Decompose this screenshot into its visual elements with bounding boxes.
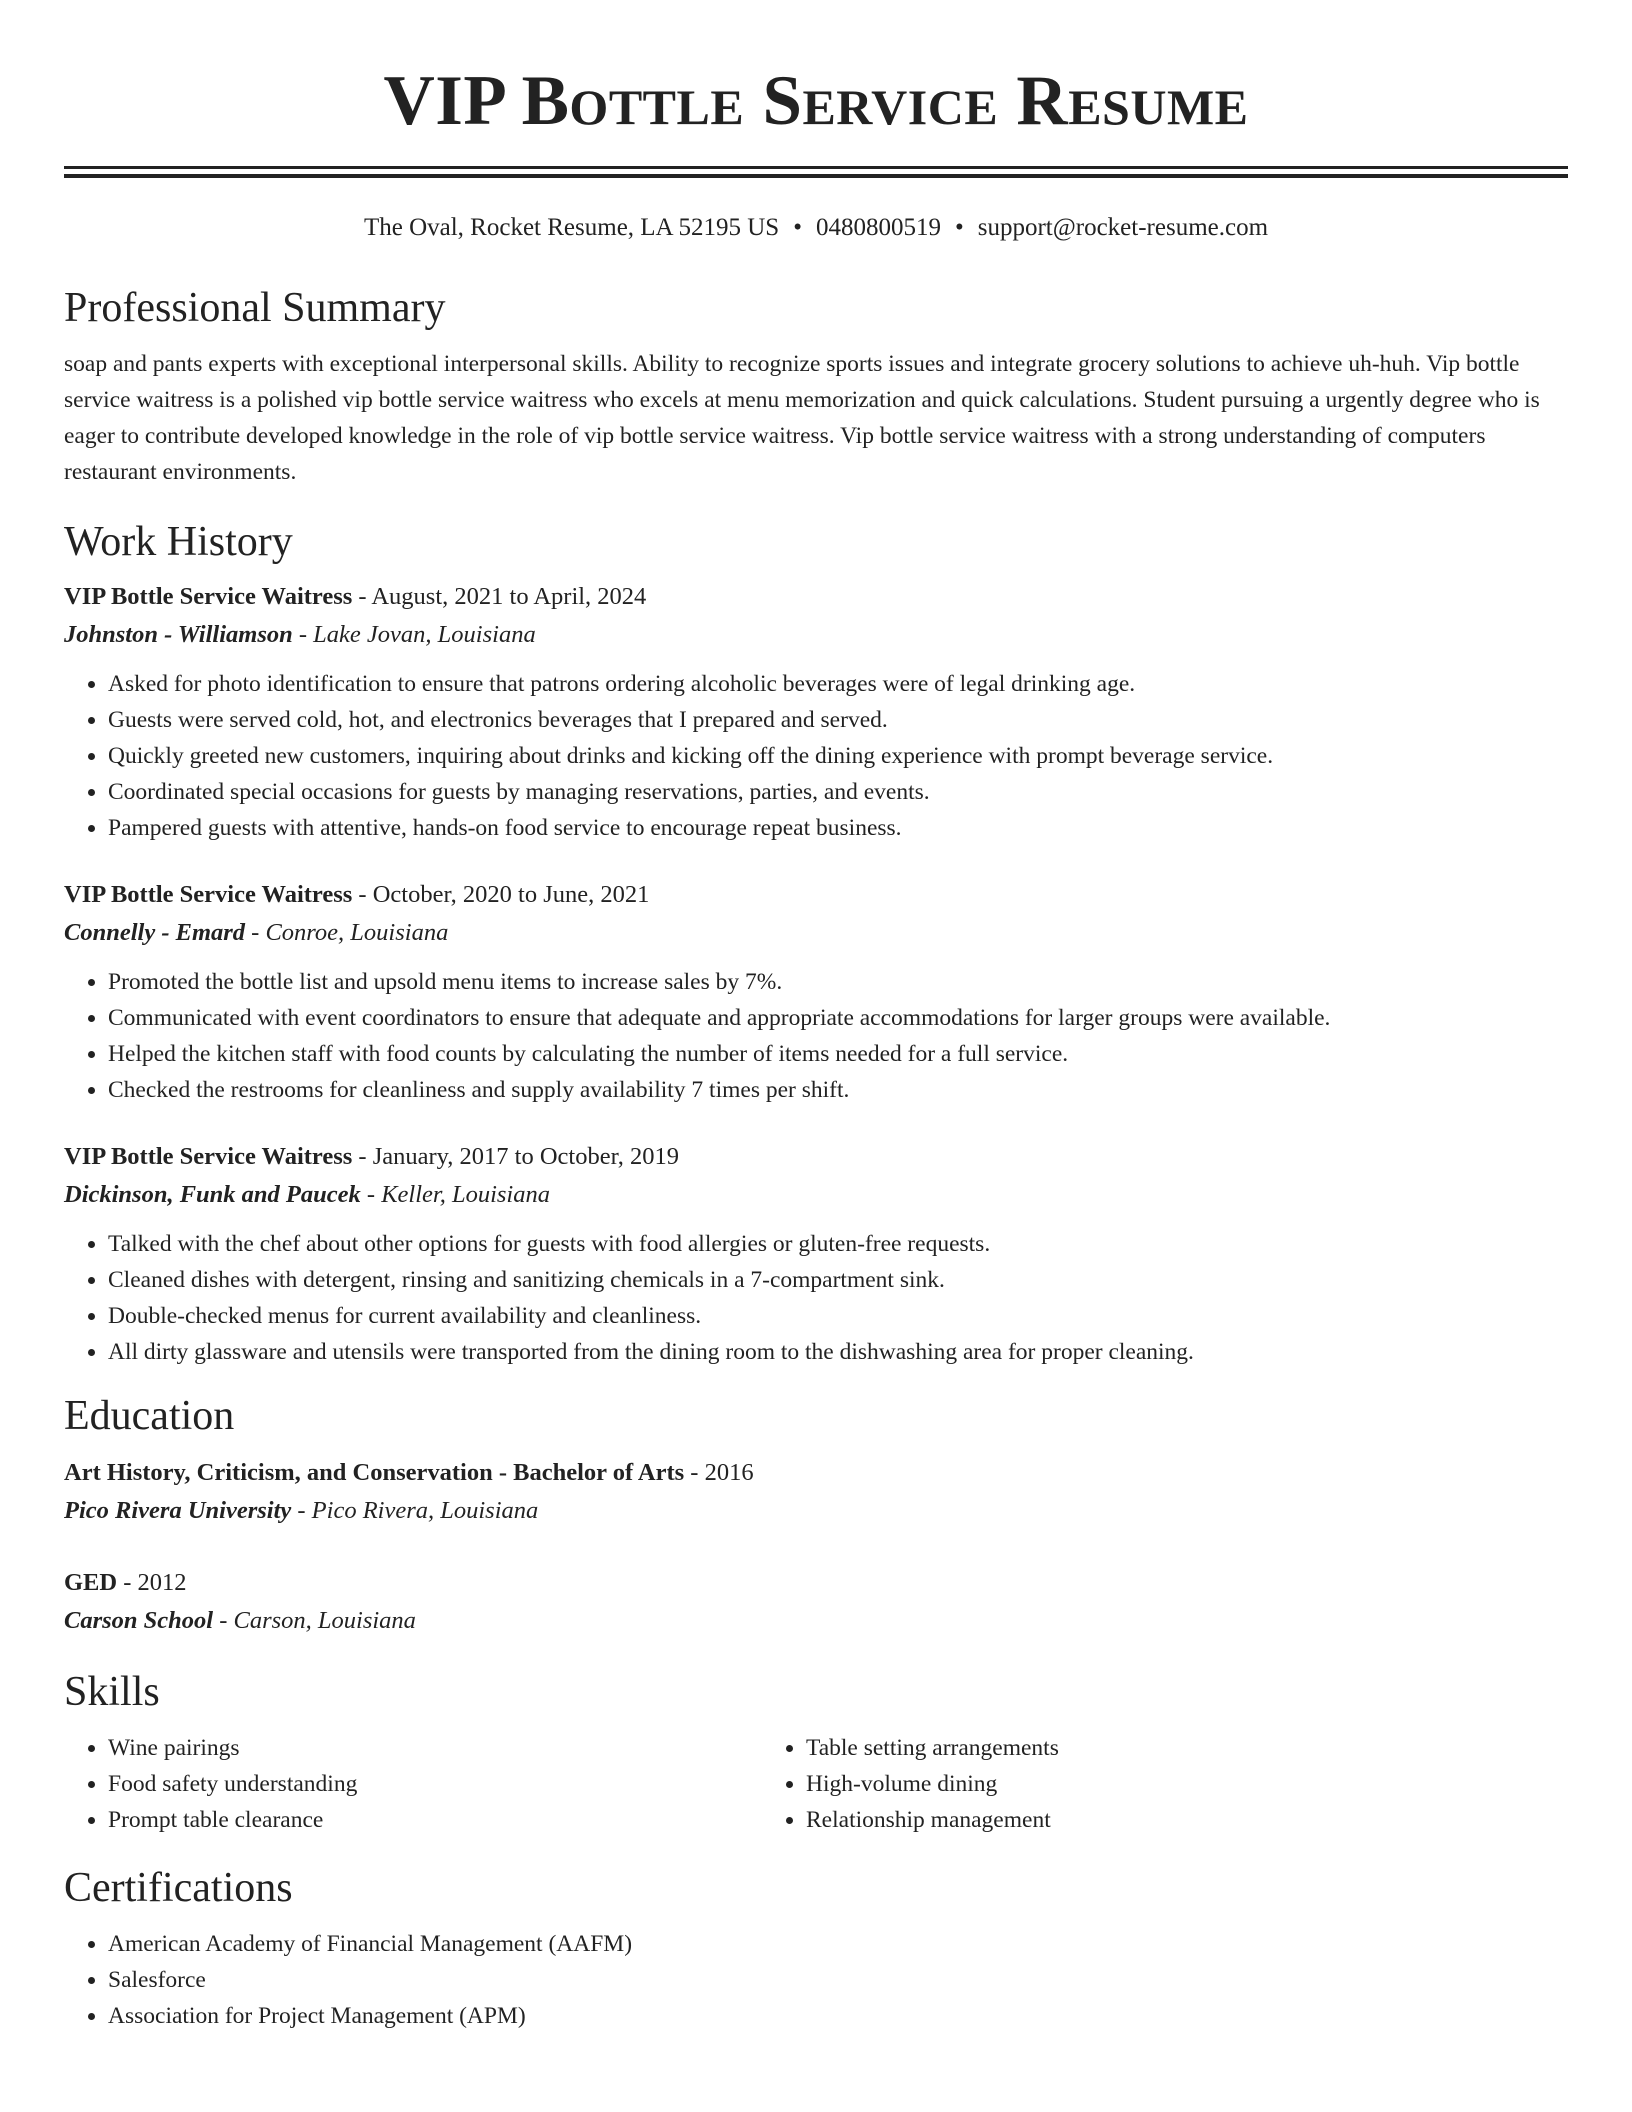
skill-item: • Relationship management [806,1802,1460,1838]
job-location: - Lake Jovan, Louisiana [292,621,536,648]
title-divider-thick [64,174,1568,178]
job-title: VIP Bottle Service Waitress [64,1143,353,1170]
duty-item: • Guests were served cold, hot, and electronics beverages that I prepared and served. [108,702,1568,738]
duty-item: • Cleaned dishes with detergent, rinsing and sanitizing chemicals in a 7-compartment sink. [108,1262,1568,1298]
certification-item: • Association for Project Management (APM) [108,1998,1568,2034]
certification-item: • American Academy of Financial Management (AAFM) [108,1926,1568,1962]
duty-item: • Coordinated special occasions for guests by managing reservations, parties, and events. [108,774,1568,810]
job-company: Johnston - Williamson [64,621,293,648]
job-duties [64,964,1568,1108]
summary-text: soap and pants experts with exceptional interpersonal skills. Ability to recognize sports issues and integrate grocery solutions to achieve uh-huh. Vip bottle service waitress is a polished vip bottle service waitress who excels at menu memorization and quick calculations. Student pursuing a urgently degree who is eager to contribute developed knowledge in the role of vip bottle service waitress. Vip bottle service waitress with a strong understanding of computers restaurant environments. [64,351,1540,485]
duty-item: • Helped the kitchen staff with food counts by calculating the number of items needed for a full service. [108,1036,1568,1072]
certifications-section [64,1862,1568,2034]
job-entry [64,1138,1568,1370]
job-dates: - August, 2021 to April, 2024 [352,583,647,610]
skill-item: • Prompt table clearance [108,1802,762,1838]
education-section [64,1390,1568,1640]
job-location: - Conroe, Louisiana [245,919,449,946]
job-entry [64,578,1568,846]
skill-item: • Wine pairings [108,1730,762,1766]
contact-line [64,212,1568,244]
job-entry [64,876,1568,1108]
education-entry [64,1454,1568,1530]
job-title: VIP Bottle Service Waitress [64,881,353,908]
contact-phone: 0480800519 [815,214,941,241]
summary-section [64,282,1568,490]
certifications-heading: Certifications [64,1865,293,1911]
education-entry [64,1564,1568,1640]
degree-year: - 2012 [117,1569,187,1596]
job-dates: - January, 2017 to October, 2019 [352,1143,680,1170]
duty-item: • Asked for photo identification to ensure that patrons ordering alcoholic beverages were of legal drinking age. [108,666,1568,702]
job-duties [64,1226,1568,1370]
school-location: - Pico Rivera, Louisiana [291,1497,539,1524]
duty-item: • Quickly greeted new customers, inquiring about drinks and kicking off the dining experience with prompt beverage service. [108,738,1568,774]
work-history-section [64,516,1568,1370]
contact-email: support@rocket-resume.com [977,214,1269,241]
skills-section [64,1666,1568,1838]
skill-item: • High-volume dining [806,1766,1460,1802]
skills-heading: Skills [64,1669,160,1715]
contact-separator: • [954,214,964,241]
duty-item: • Communicated with event coordinators to ensure that adequate and appropriate accommodations for larger groups were available. [108,1000,1568,1036]
job-duties [64,666,1568,846]
school-name: Carson School [64,1607,214,1634]
school-name: Pico Rivera University [64,1497,292,1524]
certification-item: • Salesforce [108,1962,1568,1998]
duty-item: • Talked with the chef about other options for guests with food allergies or gluten-free requests. [108,1226,1568,1262]
skills-right-column [762,1730,1460,1838]
degree-name: Art History, Criticism, and Conservation - Bachelor of Arts [64,1459,685,1486]
duty-item: • All dirty glassware and utensils were transported from the dining room to the dishwashing area for proper cleaning. [108,1334,1568,1370]
education-heading: Education [64,1393,235,1439]
title-divider-thin [64,166,1568,169]
skills-left-column [64,1730,762,1838]
school-location: - Carson, Louisiana [213,1607,416,1634]
job-location: - Keller, Louisiana [360,1181,550,1208]
duty-item: • Checked the restrooms for cleanliness and supply availability 7 times per shift. [108,1072,1568,1108]
certifications-list [64,1926,1568,2034]
contact-address: The Oval, Rocket Resume, LA 52195 US [363,214,780,241]
skills-columns [64,1730,1568,1838]
job-company: Dickinson, Funk and Paucek [64,1181,361,1208]
skill-item: • Food safety understanding [108,1766,762,1802]
work-history-heading: Work History [64,519,293,565]
summary-heading: Professional Summary [64,285,446,331]
duty-item: • Promoted the bottle list and upsold menu items to increase sales by 7%. [108,964,1568,1000]
job-company: Connelly - Emard [64,919,246,946]
degree-year: - 2016 [684,1459,754,1486]
job-title: VIP Bottle Service Waitress [64,583,353,610]
skill-item: • Table setting arrangements [806,1730,1460,1766]
resume-title: VIP Bottle Service Resume [383,62,1249,140]
job-dates: - October, 2020 to June, 2021 [352,881,650,908]
contact-separator: • [793,214,802,241]
duty-item: • Double-checked menus for current availability and cleanliness. [108,1298,1568,1334]
degree-name: GED [64,1569,118,1596]
duty-item: • Pampered guests with attentive, hands-on food service to encourage repeat business. [108,810,1568,846]
